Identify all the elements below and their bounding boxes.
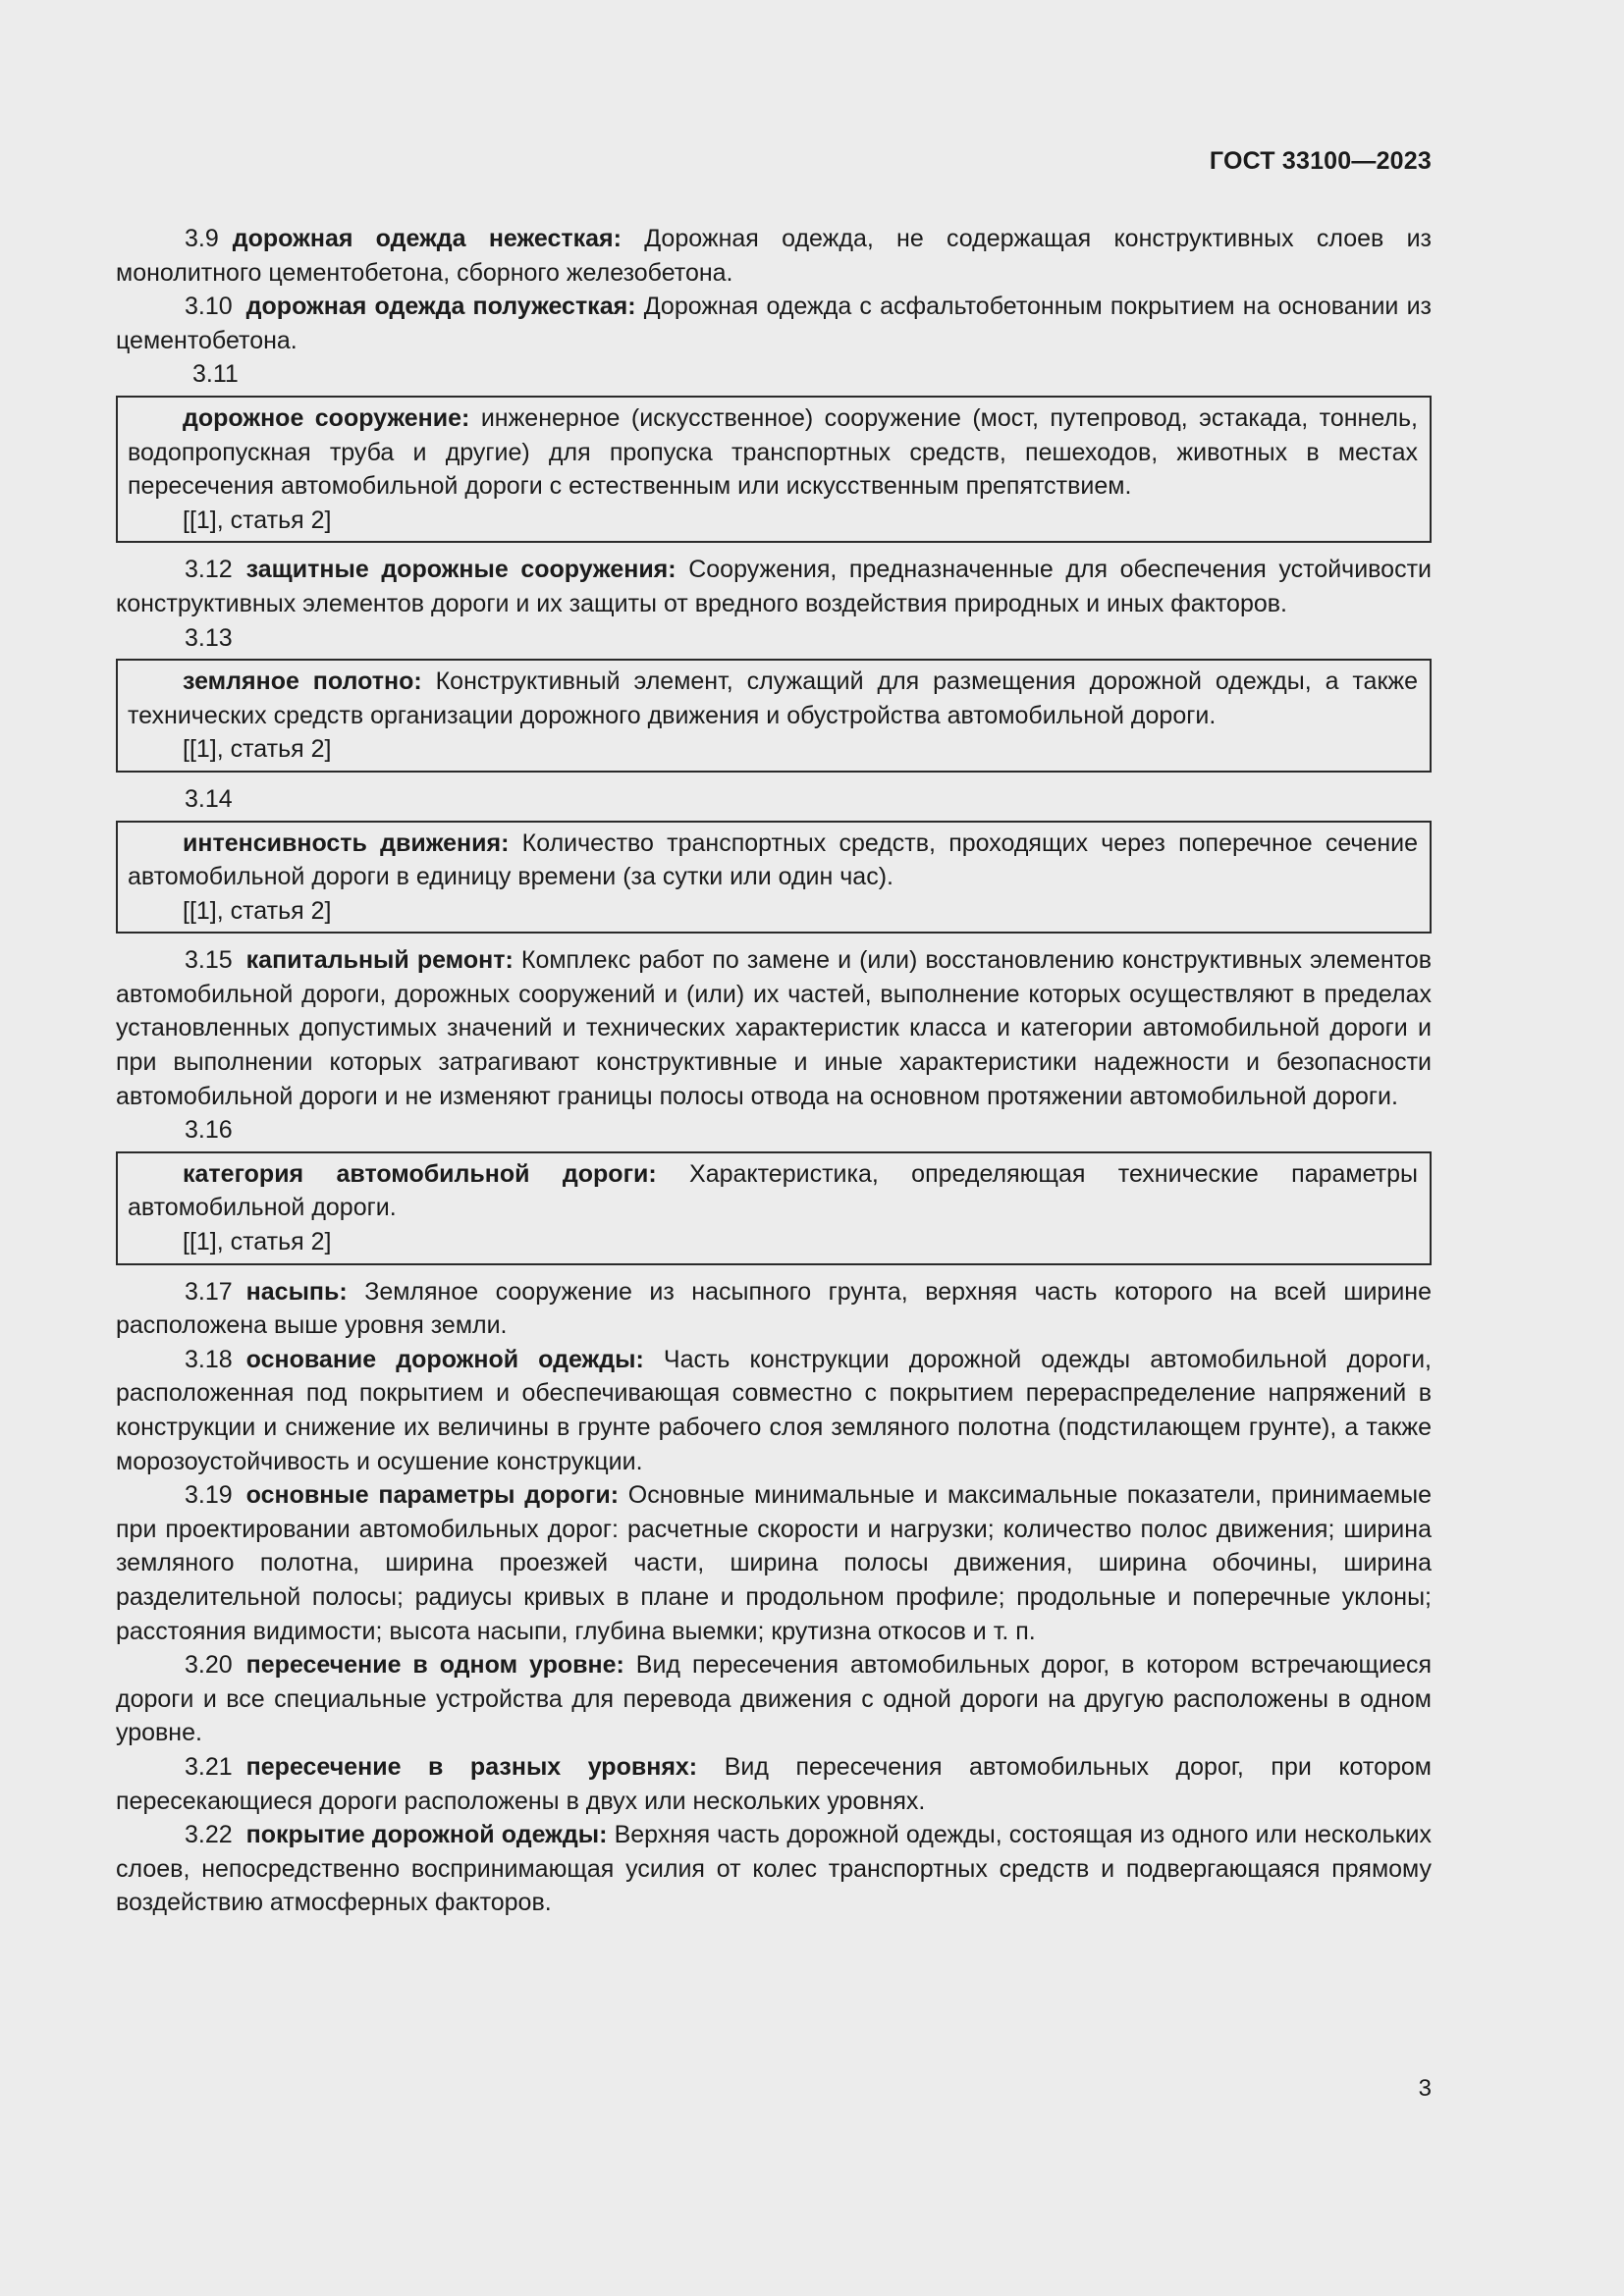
term-name: дорожная одежда полужесткая: (245, 293, 636, 321)
term-source: [[1], статья 2] (183, 506, 332, 534)
entry-number-3-14: 3.14 (185, 784, 233, 813)
entry-number: 3.17 (185, 1277, 233, 1306)
term-entry-3-15 (116, 943, 1432, 1113)
term-name: интенсивность движения: (183, 828, 510, 857)
term-entry-3-18 (116, 1343, 1432, 1478)
term-definition: Дорожная одежда, не содержащая конструктивных слоев из монолитного цементобетона, сборного железобетона. (116, 225, 1433, 287)
term-name: основание дорожной одежды: (245, 1345, 644, 1373)
term-entry-3-10 (116, 290, 1432, 357)
term-source: [[1], статья 2] (183, 1228, 332, 1256)
term-definition: Вид пересечения автомобильных дорог, в котором встречающиеся дороги и все специальные устройства для перевода движения с одной дороги на другую расположены в одном уровне. (116, 1651, 1432, 1747)
term-definition: Вид пересечения автомобильных дорог, при котором пересекающиеся дороги расположены в двух или нескольких уровнях. (116, 1752, 1432, 1815)
term-name: пересечение в одном уровне: (245, 1651, 624, 1680)
entry-number: 3.12 (185, 556, 233, 584)
term-definition: Сооружения, предназначенные для обеспечения устойчивости конструктивных элементов дороги и их защиты от вредного воздействия природных и иных факторов. (116, 556, 1432, 617)
term-entry-3-17 (116, 1275, 1432, 1343)
term-entry-3-19 (116, 1478, 1432, 1648)
term-entry-3-12 (116, 553, 1432, 620)
term-name: насыпь: (245, 1277, 348, 1306)
entry-number: 3.19 (185, 1481, 233, 1510)
entry-number-3-16: 3.16 (185, 1116, 233, 1145)
term-definition: Конструктивный элемент, служащий для размещения дорожной одежды, а также технических средств организации дорожного движения и обустройства автомобильной дороги. (128, 667, 1419, 729)
term-name: земляное полотно: (183, 667, 422, 696)
standard-designation: ГОСТ 33100—2023 (1209, 147, 1432, 175)
term-name: дорожная одежда нежесткая: (232, 225, 622, 252)
entry-number: 3.9 (185, 225, 219, 252)
quoted-term-box-3-11 (116, 396, 1432, 543)
terms-section (116, 222, 1432, 1920)
term-entry-3-9 (116, 222, 1432, 290)
term-entry-3-20 (116, 1648, 1432, 1750)
term-entry-3-14 (128, 827, 1418, 894)
term-definition: Количество транспортных средств, проходящих через поперечное сечение автомобильной дороги в единицу времени (за сутки или один час). (128, 828, 1418, 891)
document-page (116, 0, 1432, 2296)
term-definition: Часть конструкции дорожной одежды автомобильной дороги, расположенная под покрытием и обеспечивающая совместно с покрытием перераспределение напряжений в конструкции и снижение их величины в грунте рабочего слоя земляного полотна (подстилающем грунте), а также морозоустойчивость и осушение конструкции. (116, 1345, 1432, 1475)
term-name: пересечение в разных уровнях: (245, 1752, 698, 1781)
term-definition: Характеристика, определяющая технические параметры автомобильной дороги. (128, 1159, 1418, 1222)
term-definition: Верхняя часть дорожной одежды, состоящая из одного или нескольких слоев, непосредственно воспринимающая усилия от колес транспортных средств и подвергающаяся прямому воздействию атмосферных факторов. (116, 1821, 1432, 1917)
term-definition: Основные минимальные и максимальные показатели, принимаемые при проектировании автомобильных дорог: расчетные скорости и нагрузки; количество полос движения; ширина земляного полотна, ширина проезжей части, ширина полосы движения, ширина обочины, ширина разделительной полосы; радиусы кривых в плане и продольном профиле; продольные и поперечные уклоны; расстояния видимости; высота насыпи, глубина выемки; крутизна откосов и т. п. (116, 1481, 1432, 1645)
term-entry-3-11 (128, 401, 1418, 504)
term-name: категория автомобильной дороги: (183, 1159, 657, 1188)
term-entry-3-21 (116, 1750, 1432, 1818)
entry-number: 3.21 (185, 1752, 233, 1781)
quoted-term-box-3-14 (116, 821, 1432, 934)
term-name: дорожное сооружение: (183, 403, 470, 432)
term-definition: Комплекс работ по замене и (или) восстановлению конструктивных элементов автомобильной дороги, дорожных сооружений и (или) их частей, выполнение которых осуществляют в пределах установленных допустимых значений и технических характеристик класса и категории автомобильной дороги и при выполнении которых затрагивают конструктивные и иные характеристики надежности и безопасности автомобильной дороги и не изменяют границы полосы отвода на основном протяжении автомобильной дороги. (116, 946, 1433, 1110)
term-name: капитальный ремонт: (245, 946, 514, 975)
term-entry-3-13 (128, 665, 1418, 732)
quoted-term-box-3-16 (116, 1151, 1432, 1265)
entry-number: 3.15 (185, 946, 233, 975)
term-name: основные параметры дороги: (245, 1481, 620, 1510)
entry-number: 3.18 (185, 1345, 233, 1373)
quoted-term-box-3-13 (116, 659, 1432, 773)
term-definition: Земляное сооружение из насыпного грунта, верхняя часть которого на всей ширине расположена выше уровня земли. (116, 1277, 1432, 1340)
term-source: [[1], статья 2] (183, 735, 332, 764)
term-source: [[1], статья 2] (183, 896, 332, 925)
entry-number-3-13: 3.13 (185, 623, 233, 652)
entry-number: 3.10 (185, 293, 233, 321)
page-number: 3 (1418, 2075, 1432, 2102)
term-name: защитные дорожные сооружения: (245, 556, 677, 584)
entry-number-3-11: 3.11 (192, 360, 239, 389)
term-name: покрытие дорожной одежды: (245, 1821, 608, 1849)
term-entry-3-16 (128, 1157, 1418, 1225)
term-definition: инженерное (искусственное) сооружение (мост, путепровод, эстакада, тоннель, водопропускная труба и другие) для пропуска транспортных средств, пешеходов, животных в местах пересечения автомобильной дороги с естественным или искусственным препятствием. (128, 403, 1418, 501)
term-definition: Дорожная одежда с асфальтобетонным покрытием на основании из цементобетона. (116, 293, 1432, 354)
entry-number: 3.20 (185, 1651, 233, 1680)
term-entry-3-22 (116, 1818, 1432, 1920)
entry-number: 3.22 (185, 1821, 233, 1849)
